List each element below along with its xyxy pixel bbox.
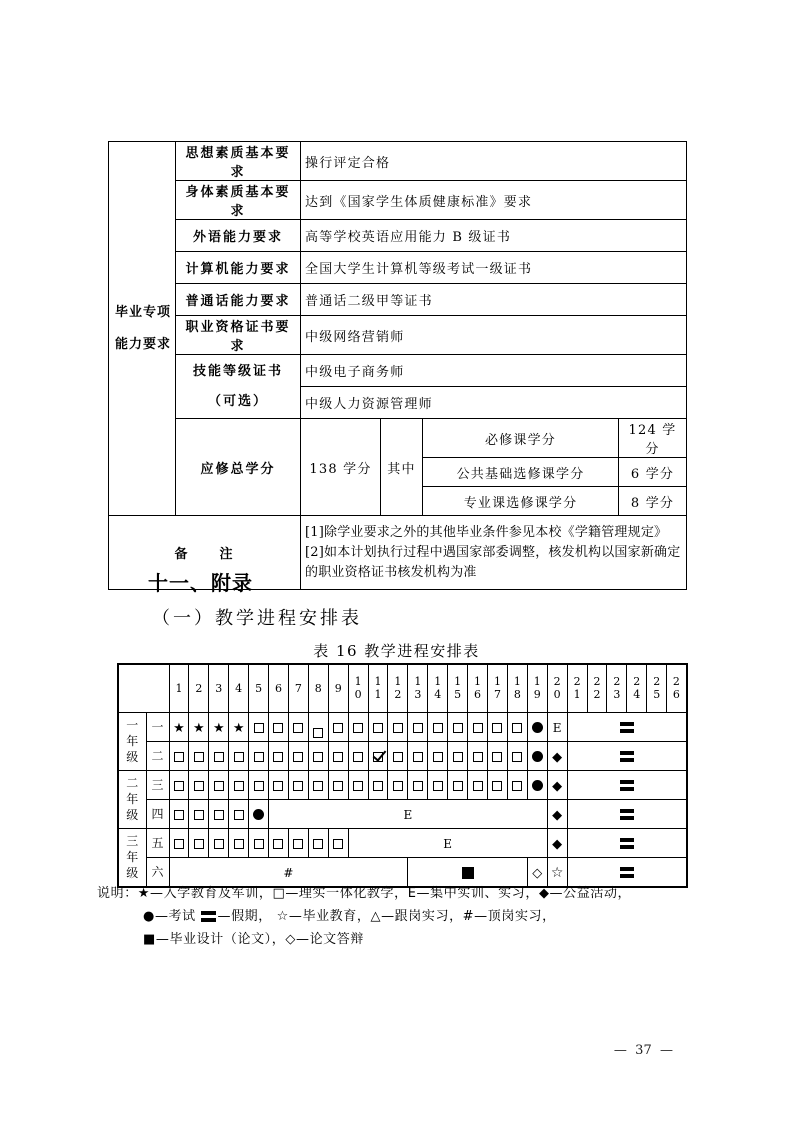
schedule-cell bbox=[527, 712, 547, 741]
hash-icon: # bbox=[283, 866, 294, 880]
equals-icon bbox=[620, 838, 634, 849]
section-heading: 十一、附录 bbox=[148, 571, 253, 595]
req-value: 中级网络营销师 bbox=[301, 316, 687, 355]
year-label: 三年级 bbox=[118, 828, 146, 887]
schedule-cell bbox=[408, 741, 428, 770]
req-value: 全国大学生计算机等级考试一级证书 bbox=[301, 252, 687, 284]
schedule-cell bbox=[249, 770, 269, 799]
credits-among: 其中 bbox=[381, 419, 423, 516]
square-open-icon bbox=[194, 839, 204, 849]
schedule-cell bbox=[348, 770, 368, 799]
legend-line bbox=[97, 928, 631, 951]
req-value: 普通话二级甲等证书 bbox=[301, 284, 687, 316]
week-header: 4 bbox=[229, 664, 249, 712]
week-header: 2 bbox=[189, 664, 209, 712]
square-open-icon bbox=[214, 810, 224, 820]
square-open-icon bbox=[512, 723, 522, 733]
schedule-cell bbox=[229, 828, 249, 857]
legend-line bbox=[97, 882, 631, 905]
semester-label: 四 bbox=[146, 799, 169, 828]
circle-filled-icon bbox=[532, 751, 543, 762]
schedule-cell bbox=[488, 741, 508, 770]
schedule-cell bbox=[209, 799, 229, 828]
square-open-icon bbox=[453, 723, 463, 733]
group-label: 毕业专项能力要求 bbox=[114, 304, 171, 352]
week-header: 8 bbox=[308, 664, 328, 712]
star-open-icon: ☆ bbox=[550, 865, 564, 881]
square-open-icon bbox=[174, 752, 184, 762]
week-header: 16 bbox=[468, 664, 488, 712]
square-open-icon bbox=[313, 752, 323, 762]
square-open-icon bbox=[413, 781, 423, 791]
semester-label: 三 bbox=[146, 770, 169, 799]
square-open-low-icon bbox=[313, 728, 323, 738]
schedule-cell bbox=[368, 712, 388, 741]
schedule-cell bbox=[507, 712, 527, 741]
req-label: 职业资格证书要求 bbox=[176, 316, 301, 355]
legend-line bbox=[97, 905, 631, 928]
schedule-cell bbox=[488, 712, 508, 741]
schedule-cell bbox=[169, 741, 189, 770]
schedule-cell bbox=[468, 712, 488, 741]
schedule-cell bbox=[567, 828, 686, 857]
square-open-icon bbox=[393, 723, 403, 733]
schedule-cell bbox=[507, 741, 527, 770]
schedule-cell bbox=[507, 770, 527, 799]
schedule-cell bbox=[328, 712, 348, 741]
schedule-cell bbox=[189, 712, 209, 741]
square-open-icon bbox=[273, 752, 283, 762]
square-open-icon bbox=[214, 839, 224, 849]
square-open-icon bbox=[174, 781, 184, 791]
star-filled-icon: ★ bbox=[212, 721, 225, 736]
schedule-cell bbox=[328, 741, 348, 770]
schedule-cell bbox=[408, 770, 428, 799]
square-open-icon bbox=[254, 839, 264, 849]
equals-icon bbox=[620, 722, 634, 733]
square-open-icon bbox=[234, 839, 244, 849]
schedule-cell bbox=[567, 712, 686, 741]
legend-text: ■—毕业设计（论文），◇—论文答辩 bbox=[143, 932, 364, 947]
schedule-cell bbox=[269, 770, 289, 799]
credits-item-value: 8 学分 bbox=[619, 487, 687, 516]
credits-item-value: 124 学分 bbox=[619, 419, 687, 458]
square-open-icon bbox=[333, 781, 343, 791]
credits-item-name: 公共基础选修课学分 bbox=[423, 458, 619, 487]
schedule-cell bbox=[527, 741, 547, 770]
equals-icon bbox=[620, 780, 634, 791]
schedule-cell bbox=[488, 770, 508, 799]
square-open-icon bbox=[473, 752, 483, 762]
equals-icon bbox=[620, 809, 634, 820]
legend-text: 说明：★—入学教育及军训，□—理实一体化教学，E—集中实训、实习，◆—公益活动， bbox=[97, 886, 632, 901]
schedule-cell bbox=[428, 770, 448, 799]
schedule-cell bbox=[189, 828, 209, 857]
schedule-cell bbox=[269, 828, 289, 857]
diamond-filled-icon: ◆ bbox=[552, 779, 563, 794]
schedule-cell bbox=[567, 799, 686, 828]
square-open-icon bbox=[293, 723, 303, 733]
square-open-icon bbox=[194, 781, 204, 791]
week-header: 7 bbox=[288, 664, 308, 712]
equals-icon bbox=[201, 911, 216, 922]
req-label: 普通话能力要求 bbox=[176, 284, 301, 316]
week-header: 13 bbox=[408, 664, 428, 712]
square-open-icon bbox=[254, 752, 264, 762]
week-header: 1 bbox=[169, 664, 189, 712]
schedule-cell bbox=[388, 712, 408, 741]
week-header: 12 bbox=[388, 664, 408, 712]
square-open-icon bbox=[393, 752, 403, 762]
schedule-cell bbox=[209, 741, 229, 770]
square-open-icon bbox=[473, 723, 483, 733]
square-open-icon bbox=[273, 839, 283, 849]
schedule-cell bbox=[388, 770, 408, 799]
week-header: 23 bbox=[607, 664, 627, 712]
credits-item-value: 6 学分 bbox=[619, 458, 687, 487]
schedule-cell bbox=[169, 828, 189, 857]
square-open-icon bbox=[353, 723, 363, 733]
square-open-icon bbox=[512, 752, 522, 762]
schedule-cell bbox=[348, 828, 547, 857]
req-value: 中级电子商务师 bbox=[301, 355, 687, 387]
schedule-cell bbox=[547, 799, 567, 828]
square-open-icon bbox=[353, 781, 363, 791]
credits-label: 应修总学分 bbox=[176, 419, 301, 516]
schedule-cell bbox=[269, 741, 289, 770]
week-header: 6 bbox=[269, 664, 289, 712]
square-open-icon bbox=[174, 839, 184, 849]
square-open-icon bbox=[194, 752, 204, 762]
schedule-cell bbox=[269, 799, 548, 828]
week-header: 10 bbox=[348, 664, 368, 712]
week-header: 26 bbox=[667, 664, 687, 712]
schedule-cell bbox=[448, 741, 468, 770]
equals-icon bbox=[620, 867, 634, 878]
week-header: 17 bbox=[488, 664, 508, 712]
square-open-icon bbox=[492, 723, 502, 733]
semester-label: 五 bbox=[146, 828, 169, 857]
square-open-icon bbox=[492, 752, 502, 762]
circle-filled-icon bbox=[532, 780, 543, 791]
schedule-cell bbox=[169, 712, 189, 741]
req-value: 达到《国家学生体质健康标准》要求 bbox=[301, 181, 687, 220]
schedule-cell bbox=[348, 741, 368, 770]
semester-label: 二 bbox=[146, 741, 169, 770]
week-header: 14 bbox=[428, 664, 448, 712]
square-open-icon bbox=[273, 781, 283, 791]
remark-content bbox=[301, 516, 687, 590]
diamond-filled-icon: ◆ bbox=[552, 750, 563, 765]
semester-label: 六 bbox=[146, 857, 169, 887]
square-open-icon bbox=[313, 781, 323, 791]
schedule-cell bbox=[547, 712, 567, 741]
week-header: 22 bbox=[587, 664, 607, 712]
schedule-cell bbox=[468, 741, 488, 770]
square-open-icon bbox=[293, 752, 303, 762]
schedule-cell bbox=[288, 741, 308, 770]
week-header: 20 bbox=[547, 664, 567, 712]
schedule-cell bbox=[468, 770, 488, 799]
diamond-filled-icon: ◆ bbox=[552, 808, 563, 823]
week-header: 5 bbox=[249, 664, 269, 712]
req-label-line1: 技能等级证书 bbox=[192, 363, 283, 379]
square-open-icon bbox=[413, 723, 423, 733]
E-icon: E bbox=[552, 721, 562, 735]
star-filled-icon: ★ bbox=[232, 721, 245, 736]
square-open-icon bbox=[293, 839, 303, 849]
square-open-icon bbox=[373, 781, 383, 791]
square-open-icon bbox=[353, 752, 363, 762]
req-label-optional-certs bbox=[176, 355, 301, 419]
schedule-cell bbox=[229, 741, 249, 770]
schedule-cell bbox=[547, 770, 567, 799]
remark-label: 备 注 bbox=[109, 516, 301, 590]
credits-total: 138 学分 bbox=[301, 419, 381, 516]
square-open-icon bbox=[433, 723, 443, 733]
remark-line: [1]除学业要求之外的其他毕业条件参见本校《学籍管理规定》 bbox=[305, 524, 668, 540]
square-open-icon bbox=[333, 839, 343, 849]
req-value: 中级人力资源管理师 bbox=[301, 387, 687, 419]
square-open-icon bbox=[234, 810, 244, 820]
E-icon: E bbox=[443, 837, 453, 851]
schedule-cell bbox=[308, 828, 328, 857]
E-icon: E bbox=[403, 808, 413, 822]
schedule-cell bbox=[368, 741, 388, 770]
req-label: 身体素质基本要求 bbox=[176, 181, 301, 220]
schedule-cell bbox=[249, 712, 269, 741]
square-open-icon bbox=[293, 781, 303, 791]
table-caption: 表 16 教学进程安排表 bbox=[313, 642, 480, 660]
req-label: 外语能力要求 bbox=[176, 220, 301, 252]
square-open-icon bbox=[234, 752, 244, 762]
credits-item-name: 必修课学分 bbox=[423, 419, 619, 458]
schedule-cell bbox=[328, 770, 348, 799]
graduation-requirements-table bbox=[108, 141, 687, 590]
week-header: 11 bbox=[368, 664, 388, 712]
schedule-cell bbox=[169, 770, 189, 799]
req-label: 思想素质基本要求 bbox=[176, 142, 301, 181]
circle-filled-icon bbox=[253, 809, 264, 820]
page-number: — 37 — bbox=[613, 1043, 673, 1058]
schedule-cell bbox=[229, 799, 249, 828]
year-label: 二年级 bbox=[118, 770, 146, 828]
week-header: 9 bbox=[328, 664, 348, 712]
square-open-icon bbox=[254, 723, 264, 733]
week-header: 18 bbox=[507, 664, 527, 712]
week-header: 24 bbox=[627, 664, 647, 712]
week-header: 19 bbox=[527, 664, 547, 712]
schedule-cell bbox=[229, 770, 249, 799]
schedule-cell bbox=[567, 770, 686, 799]
schedule-cell bbox=[428, 712, 448, 741]
square-open-icon bbox=[512, 781, 522, 791]
req-value: 高等学校英语应用能力 B 级证书 bbox=[301, 220, 687, 252]
year-label: 一年级 bbox=[118, 712, 146, 770]
square-open-icon bbox=[333, 723, 343, 733]
req-label-line2: （可选） bbox=[207, 393, 268, 409]
schedule-cell bbox=[209, 828, 229, 857]
schedule-cell bbox=[428, 741, 448, 770]
square-open-icon bbox=[234, 781, 244, 791]
schedule-cell bbox=[209, 770, 229, 799]
schedule-cell bbox=[547, 741, 567, 770]
week-header: 21 bbox=[567, 664, 587, 712]
remark-line: [2]如本计划执行过程中遇国家部委调整，核发机构以国家新确定的职业资格证书核发机构为准 bbox=[305, 544, 681, 580]
subsection-heading: （一）教学进程安排表 bbox=[152, 608, 362, 629]
schedule-table bbox=[117, 663, 688, 888]
schedule-cell bbox=[288, 712, 308, 741]
circle-filled-icon bbox=[532, 722, 543, 733]
square-open-icon bbox=[214, 752, 224, 762]
schedule-cell bbox=[249, 828, 269, 857]
schedule-cell bbox=[308, 712, 328, 741]
square-open-icon bbox=[453, 752, 463, 762]
schedule-corner-cell bbox=[118, 664, 169, 712]
schedule-cell bbox=[448, 712, 468, 741]
schedule-cell bbox=[527, 770, 547, 799]
schedule-cell bbox=[249, 799, 269, 828]
schedule-cell bbox=[269, 712, 289, 741]
semester-label: 一 bbox=[146, 712, 169, 741]
square-open-icon bbox=[313, 839, 323, 849]
square-open-icon bbox=[453, 781, 463, 791]
square-checked-icon bbox=[373, 752, 383, 762]
group-label-cell bbox=[109, 142, 176, 516]
schedule-cell bbox=[408, 712, 428, 741]
schedule-cell bbox=[169, 799, 189, 828]
schedule-cell bbox=[189, 770, 209, 799]
schedule-cell bbox=[189, 741, 209, 770]
schedule-cell bbox=[288, 770, 308, 799]
legend bbox=[97, 882, 631, 951]
schedule-cell bbox=[249, 741, 269, 770]
square-open-icon bbox=[433, 752, 443, 762]
square-open-icon bbox=[174, 810, 184, 820]
diamond-filled-icon: ◆ bbox=[552, 837, 563, 852]
equals-icon bbox=[620, 751, 634, 762]
schedule-cell bbox=[348, 712, 368, 741]
square-open-icon bbox=[393, 781, 403, 791]
square-open-icon bbox=[273, 723, 283, 733]
square-open-icon bbox=[254, 781, 264, 791]
diamond-open-icon: ◇ bbox=[532, 866, 543, 881]
schedule-cell bbox=[209, 712, 229, 741]
week-header: 25 bbox=[647, 664, 667, 712]
square-open-icon bbox=[473, 781, 483, 791]
schedule-cell bbox=[308, 741, 328, 770]
req-label: 计算机能力要求 bbox=[176, 252, 301, 284]
square-open-icon bbox=[373, 723, 383, 733]
week-header: 3 bbox=[209, 664, 229, 712]
credits-item-name: 专业课选修课学分 bbox=[423, 487, 619, 516]
legend-text: —假期， ☆—毕业教育，△—跟岗实习，#—顶岗实习， bbox=[217, 909, 556, 924]
star-filled-icon: ★ bbox=[173, 721, 185, 736]
schedule-cell bbox=[448, 770, 468, 799]
square-open-icon bbox=[433, 781, 443, 791]
week-header: 15 bbox=[448, 664, 468, 712]
legend-text: ●—考试 bbox=[143, 909, 201, 924]
square-open-icon bbox=[194, 810, 204, 820]
req-value: 操行评定合格 bbox=[301, 142, 687, 181]
schedule-cell bbox=[308, 770, 328, 799]
square-open-icon bbox=[492, 781, 502, 791]
schedule-cell bbox=[229, 712, 249, 741]
square-filled-icon bbox=[462, 867, 474, 879]
schedule-cell bbox=[368, 770, 388, 799]
schedule-cell bbox=[288, 828, 308, 857]
schedule-cell bbox=[189, 799, 209, 828]
square-open-icon bbox=[333, 752, 343, 762]
schedule-cell bbox=[567, 741, 686, 770]
square-open-icon bbox=[214, 781, 224, 791]
star-filled-icon: ★ bbox=[193, 721, 205, 736]
square-open-icon bbox=[413, 752, 423, 762]
schedule-cell bbox=[547, 828, 567, 857]
schedule-cell bbox=[388, 741, 408, 770]
schedule-cell bbox=[328, 828, 348, 857]
